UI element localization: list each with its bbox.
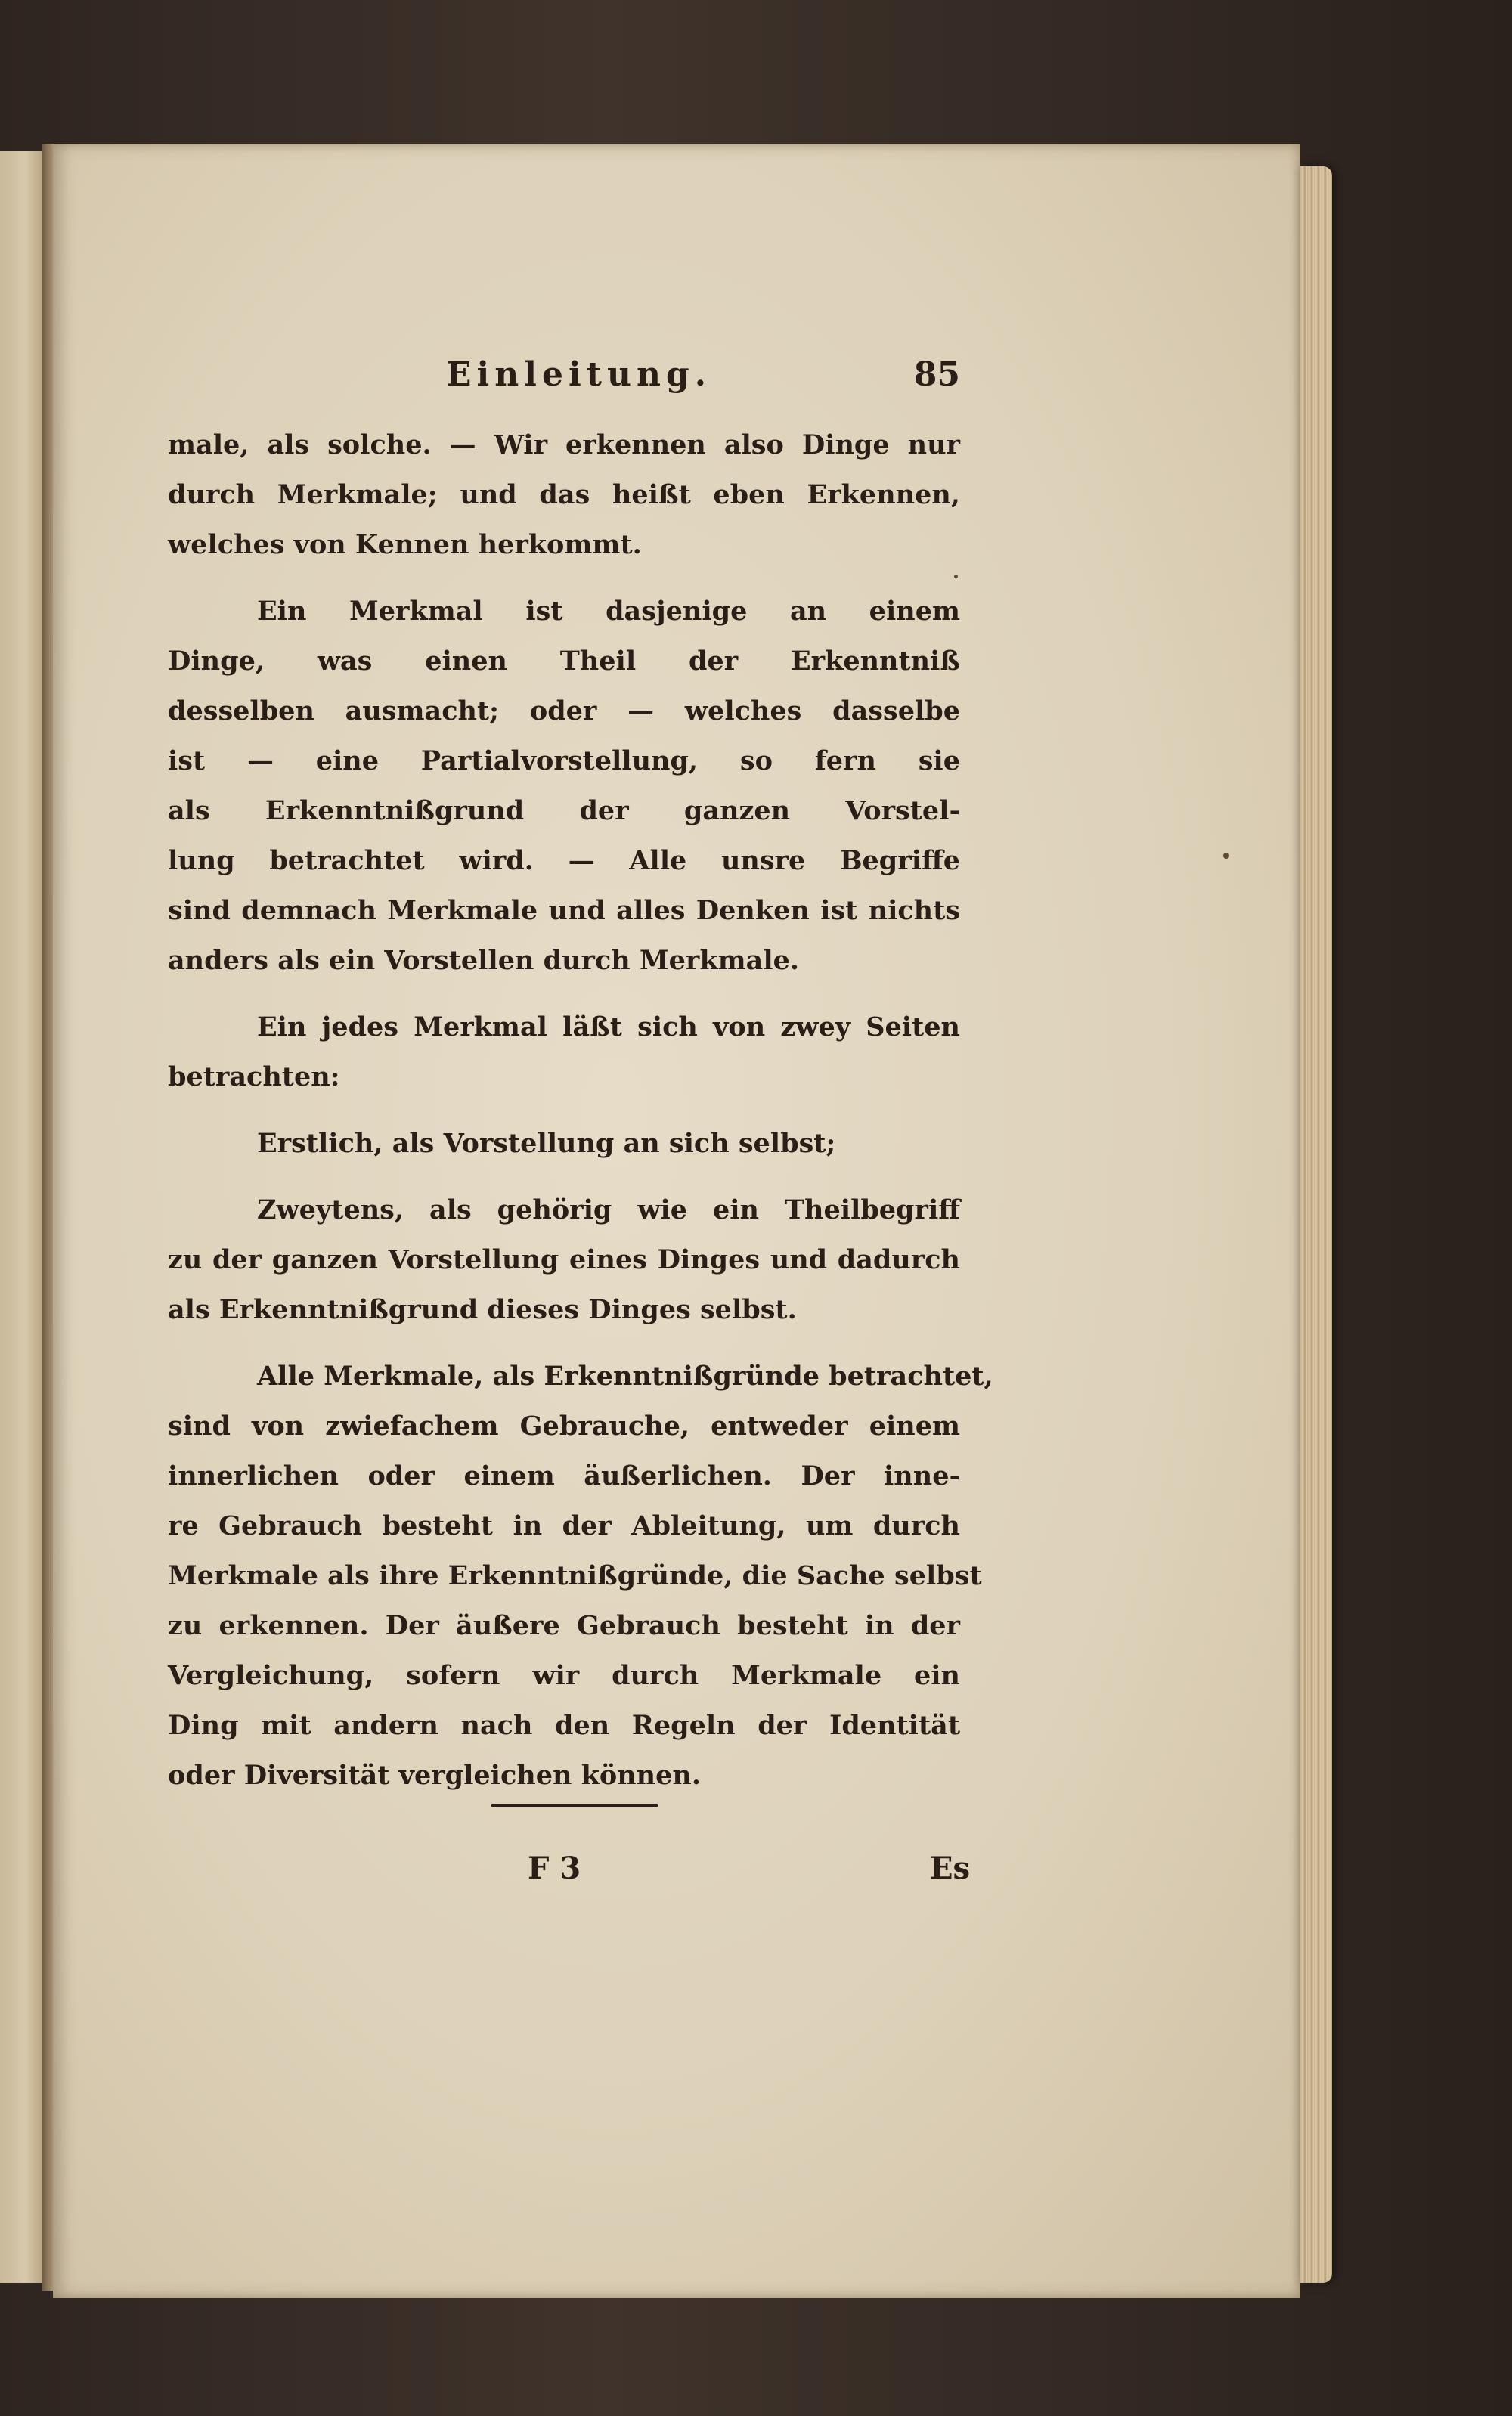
text-line: Vergleichung, sofern wir durch Merkmale ein: [168, 1660, 960, 1691]
text-line: Dinge, was einen Theil der Erkenntniß: [168, 646, 960, 677]
facing-page-edge: [0, 151, 44, 2283]
catchword: Es: [930, 1851, 971, 1886]
paragraph-4: [168, 1119, 960, 1169]
text-line: re Gebrauch besteht in der Ableitung, um durch: [168, 1510, 960, 1541]
text-line: Ein Merkmal ist dasjenige an einem: [257, 596, 960, 627]
text-line: durch Merkmale; und das heißt eben Erkennen,: [168, 479, 960, 510]
book-gutter: [42, 144, 53, 2291]
page-number: 85: [913, 355, 960, 394]
text-line: betrachten:: [168, 1061, 340, 1092]
text-line: zu erkennen. Der äußere Gebrauch besteht in der: [168, 1610, 960, 1641]
text-line: lung betrachtet wird. — Alle unsre Begriffe: [168, 845, 960, 876]
page-text: [168, 355, 993, 1801]
text-line: desselben ausmacht; oder — welches dasselbe: [168, 695, 960, 726]
text-line: Merkmale als ihre Erkenntnißgründe, die Sache selbst: [168, 1560, 982, 1591]
text-line: als Erkenntnißgrund dieses Dinges selbst.: [168, 1294, 797, 1325]
text-line: welches von Kennen herkommt.: [168, 529, 642, 560]
page-block-edge: [1300, 166, 1332, 2283]
running-title: Einleitung.: [446, 355, 712, 394]
signature-mark: F 3: [528, 1851, 581, 1886]
text-line: innerlichen oder einem äußerlichen. Der inne-: [168, 1460, 960, 1491]
paper-speck: [1223, 853, 1229, 859]
page-header: [168, 355, 960, 420]
text-line: sind demnach Merkmale und alles Denken ist nichts: [168, 895, 960, 926]
paragraph-2: [168, 587, 960, 986]
text-line: sind von zwiefachem Gebrauche, entweder einem: [168, 1411, 960, 1442]
paragraph-6: [168, 1352, 993, 1801]
paragraph-1: [168, 420, 960, 570]
paragraph-3: [168, 1002, 960, 1102]
text-line: Zweytens, als gehörig wie ein Theilbegriff: [257, 1194, 960, 1225]
text-line: ist — eine Partialvorstellung, so fern sie: [168, 745, 960, 776]
text-line: Ein jedes Merkmal läßt sich von zwey Seiten: [257, 1011, 960, 1042]
text-line: anders als ein Vorstellen durch Merkmale.: [168, 945, 800, 976]
section-rule: [491, 1804, 658, 1807]
text-line: male, als solche. — Wir erkennen also Dinge nur: [168, 429, 960, 460]
text-line: als Erkenntnißgrund der ganzen Vorstel-: [168, 795, 960, 826]
paragraph-5: [168, 1185, 960, 1335]
text-line: Ding mit andern nach den Regeln der Identität: [168, 1710, 960, 1741]
text-line: Erstlich, als Vorstellung an sich selbst;: [257, 1128, 836, 1159]
text-line: zu der ganzen Vorstellung eines Dinges und dadurch: [168, 1244, 960, 1275]
text-line: Alle Merkmale, als Erkenntnißgründe betrachtet,: [257, 1361, 993, 1392]
paper-speck: [954, 575, 958, 578]
text-line: oder Diversität vergleichen können.: [168, 1760, 702, 1791]
